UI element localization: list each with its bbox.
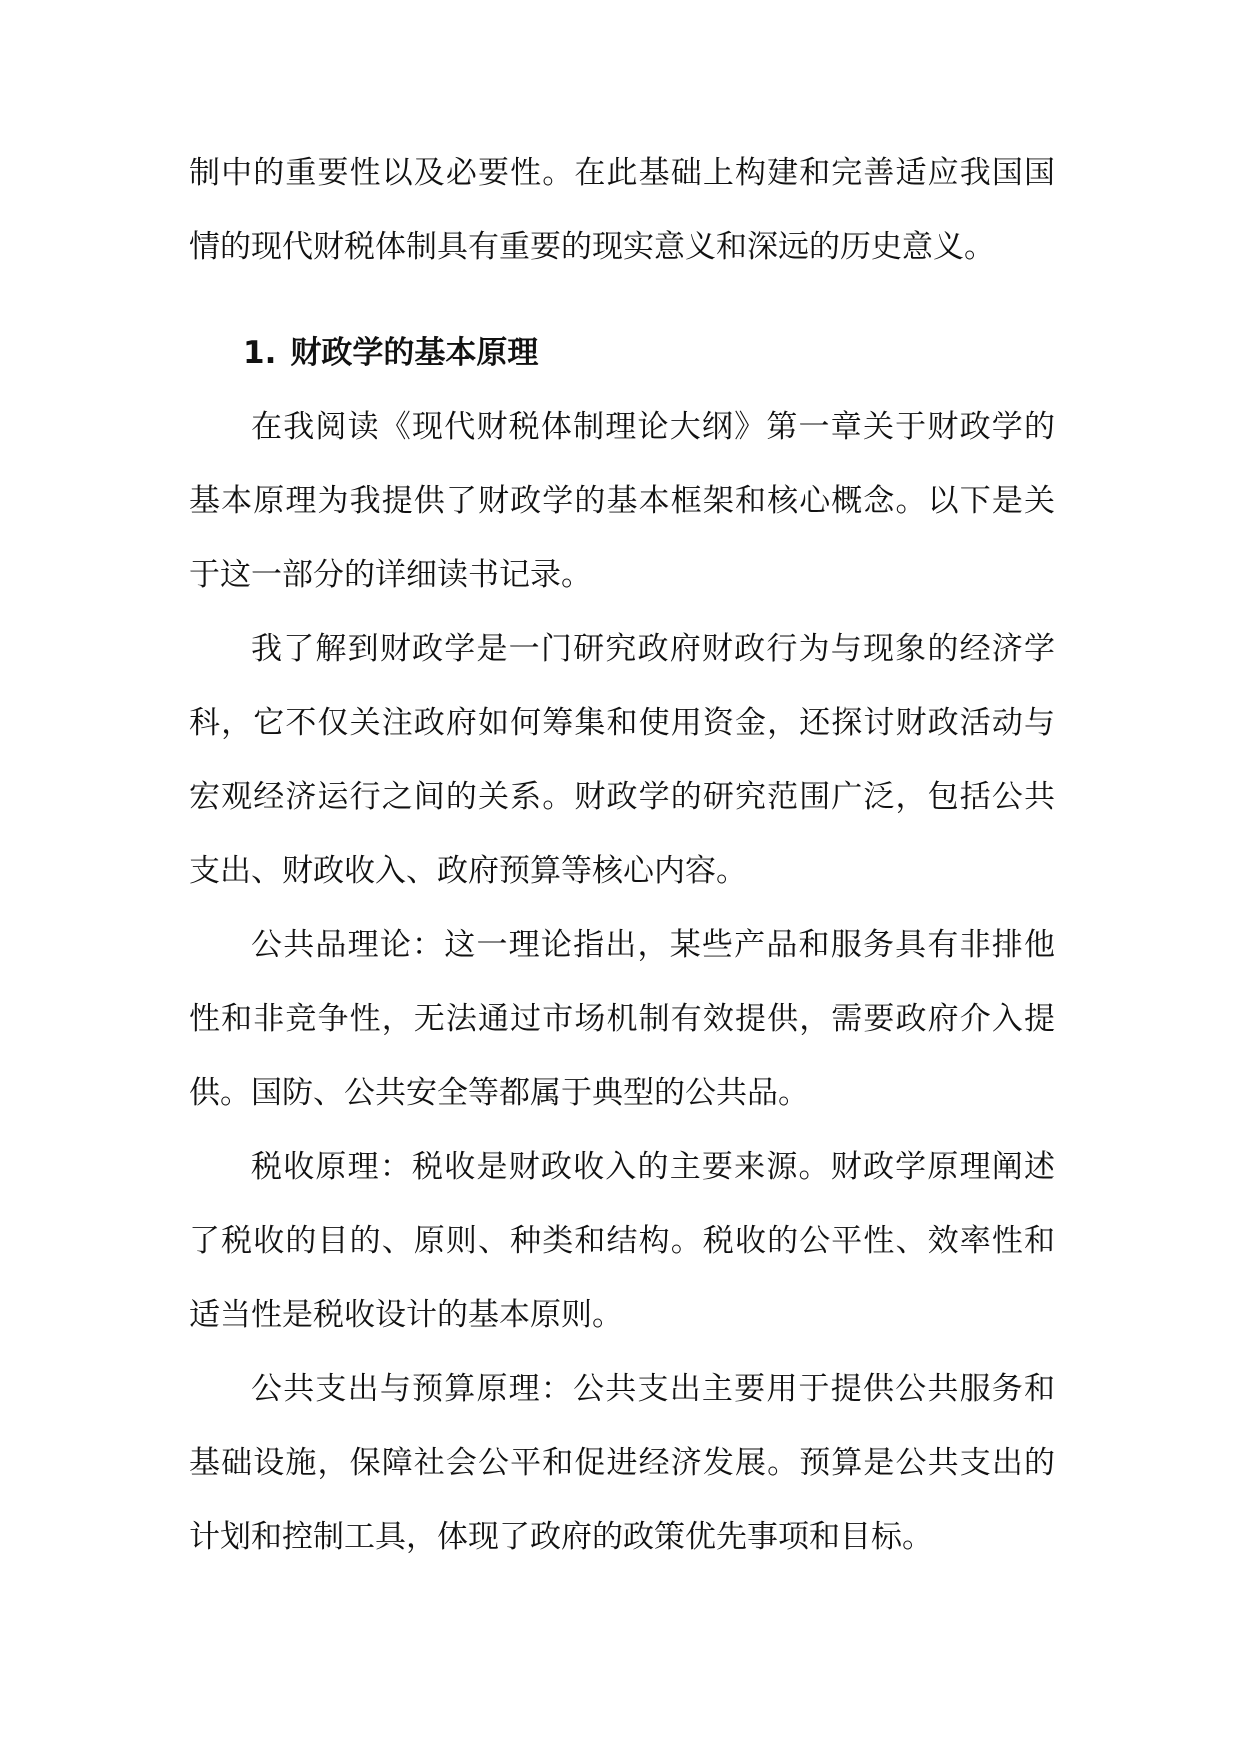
section-title: 财政学的基本原理 <box>290 335 539 371</box>
paragraph-tax-principles: 税收原理：税收是财政收入的主要来源。财政学原理阐述了税收的目的、原则、种类和结构。税收的公平性、效率性和适当性是税收设计的基本原则。 <box>189 1149 1055 1333</box>
section-heading <box>189 316 1055 390</box>
paragraph-public-goods: 公共品理论：这一理论指出，某些产品和服务具有非排他性和非竞争性，无法通过市场机制有效提供，需要政府介入提供。国防、公共安全等都属于典型的公共品。 <box>189 927 1055 1111</box>
document-body <box>189 136 1055 1574</box>
section-number: 1. <box>243 335 277 371</box>
paragraph-finance-definition: 我了解到财政学是一门研究政府财政行为与现象的经济学科，它不仅关注政府如何筹集和使用资金，还探讨财政活动与宏观经济运行之间的关系。财政学的研究范围广泛，包括公共支出、财政收入、政府预算等核心内容。 <box>189 631 1055 889</box>
intro-paragraph: 制中的重要性以及必要性。在此基础上构建和完善适应我国国情的现代财税体制具有重要的现实意义和深远的历史意义。 <box>189 155 1055 265</box>
paragraph-reading-note: 在我阅读《现代财税体制理论大纲》第一章关于财政学的基本原理为我提供了财政学的基本框架和核心概念。以下是关于这一部分的详细读书记录。 <box>189 409 1055 593</box>
paragraph-public-expenditure: 公共支出与预算原理：公共支出主要用于提供公共服务和基础设施，保障社会公平和促进经济发展。预算是公共支出的计划和控制工具，体现了政府的政策优先事项和目标。 <box>189 1371 1055 1555</box>
